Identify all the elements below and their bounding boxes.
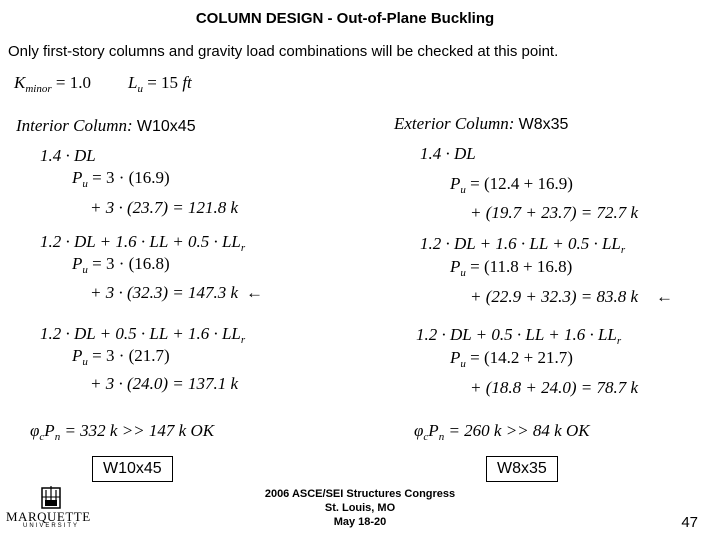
exterior-pu-2a: $P_u = (11.8 + 16.8)$	[450, 257, 573, 279]
footer-line-1: 2006 ASCE/SEI Structures Congress	[264, 488, 456, 500]
interior-pu-3a: $P_u = 3 \cdot (21.7)$	[72, 346, 170, 368]
exterior-section-name: W8x35	[518, 116, 569, 133]
k-minor-equation: $K_{minor} = 1.0$	[14, 73, 91, 95]
interior-governing-arrow: ←	[246, 283, 263, 302]
interior-pu-1a: $P_u = 3 \cdot (16.9)$	[72, 168, 170, 190]
logo-subtitle: UNIVERSITY	[22, 523, 79, 529]
interior-combo-3: 1.2 · DL + 0.5 · LL + $1.6 \cdot LL_r$	[40, 324, 246, 346]
exterior-pu-3b: + (18.8 + 24.0) = 78.7 k	[470, 378, 639, 397]
exterior-combo-1: 1.4 · DL	[420, 144, 476, 163]
tower-emblem-icon	[6, 484, 96, 510]
interior-pu-1b: + 3 · (23.7) = 121.8 k	[90, 198, 239, 217]
exterior-governing-arrow: ←	[656, 287, 673, 306]
intro-text: Only first-story columns and gravity load combinations will be checked at this point.	[8, 43, 559, 60]
interior-pu-3b: + 3 · (24.0) = 137.1 k	[90, 374, 239, 393]
logo-name: MARQUETTE	[6, 509, 91, 524]
page-number: 47	[681, 514, 698, 531]
interior-capacity-check: $\varphi_cP_n = 332$ k >> 147 k OK	[30, 421, 215, 443]
exterior-selected-section-box: W8x35	[486, 456, 558, 482]
exterior-pu-3a: $P_u = (14.2 + 21.7)$	[450, 348, 573, 370]
exterior-pu-1a: $P_u = (12.4 + 16.9)$	[450, 174, 573, 196]
lu-equation: $L_u = 15$ ft	[128, 73, 192, 95]
exterior-pu-1b: + (19.7 + 23.7) = 72.7 k	[470, 203, 639, 222]
footer-line-3: May 18-20	[333, 516, 387, 528]
interior-pu-2a: $P_u = 3 \cdot (16.8)$	[72, 254, 170, 276]
interior-combo-1: 1.4 · DL	[40, 146, 96, 165]
interior-pu-2b: + 3 · (32.3) = 147.3 k	[90, 283, 239, 302]
exterior-column-label: Exterior Column: W8x35	[394, 114, 569, 133]
interior-combo-2: 1.2 · DL + 1.6 · LL + $0.5 \cdot LL_r$	[40, 232, 246, 254]
slide-title: COLUMN DESIGN - Out-of-Plane Buckling	[195, 10, 495, 27]
exterior-combo-3: 1.2 · DL + 0.5 · LL + $1.6 \cdot LL_r$	[416, 325, 622, 347]
footer-line-2: St. Louis, MO	[324, 502, 396, 514]
footer	[230, 487, 490, 529]
exterior-pu-2b: + (22.9 + 32.3) = 83.8 k	[470, 287, 639, 306]
interior-selected-section-box: W10x45	[92, 456, 173, 482]
exterior-capacity-check: $\varphi_cP_n = 260$ k >> 84 k OK	[414, 421, 590, 443]
interior-column-label: Interior Column: W10x45	[16, 116, 196, 135]
university-logo	[6, 484, 96, 529]
interior-section-name: W10x45	[136, 118, 196, 135]
exterior-combo-2: 1.2 · DL + 1.6 · LL + $0.5 \cdot LL_r$	[420, 234, 626, 256]
